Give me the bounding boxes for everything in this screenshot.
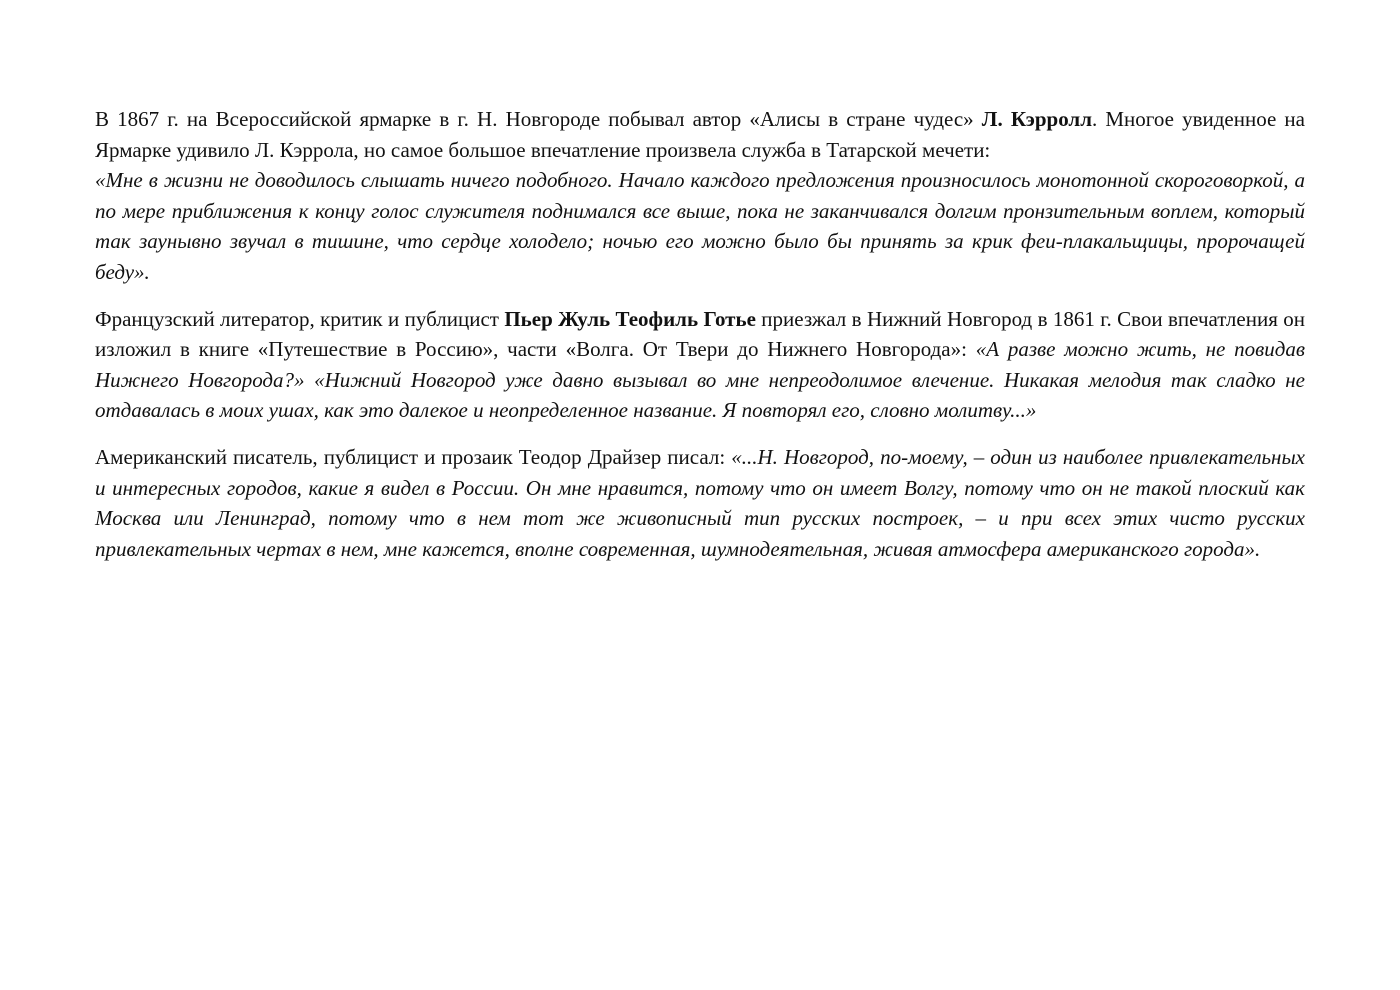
paragraph-intro: В 1867 г. на Всероссийской ярмарке в г. Н. Новгороде побывал автор «Алисы в стране чудес» <box>95 107 982 131</box>
paragraph-dreiser <box>95 442 1305 564</box>
quote-text: «...Н. Новгород, по-моему, – один из наиболее привлекательных и интересных городов, какие я видел в России. Он мне нравится, потому что он имеет Волгу, потому что он не такой плоский как Москва или Ленинград, потому что в нем тот же живописный тип русских построек, – и при всех этих чисто русских привлекательных чертах в нем, мне кажется, вполне современная, шумнодеятельная, живая атмосфера американского города». <box>95 444 1305 561</box>
quote-text: «Мне в жизни не доводилось слышать ничего подобного. Начало каждого предложения произносилось монотонной скороговоркой, а по мере приближения к концу голос служителя поднимался все выше, пока не заканчивался долгим пронзительным воплем, который так заунывно звучал в тишине, что сердце холодело; ночью его можно было бы принять за крик феи-плакальщицы, пророчащей беду». <box>95 168 1305 284</box>
quote-text: «А разве можно жить, не повидав Нижнего Новгорода?» «Нижний Новгород уже давно вызывал во мне непреодолимое влечение. Никакая мелодия так сладко не отдавалась в моих ушах, как это далекое и неопределенное название. Я повторял его, словно молитву...» <box>95 337 1305 423</box>
paragraph-gautier <box>95 304 1305 426</box>
author-name: Пьер Жуль Теофиль Готье <box>504 306 756 331</box>
author-name: Л. Кэрролл <box>981 107 1092 131</box>
document-page <box>95 104 1305 580</box>
paragraph-intro-continued: приезжал в Нижний Новгород в 1861 г. Свои впечатления он изложил в книге «Путешествие в Россию», части «Волга. От Твери до Нижнего Новгорода»: <box>95 306 1305 362</box>
paragraph-intro: Французский литератор, критик и публицист <box>95 306 505 331</box>
paragraph-intro-continued: . Многое увиденное на Ярмарке удивило Л. Кэррола, но самое большое впечатление произвела служба в Татарской мечети: <box>95 107 1305 162</box>
paragraph-intro: Американский писатель, публицист и прозаик Теодор Драйзер писал: <box>95 444 732 469</box>
paragraph-carroll <box>95 104 1305 288</box>
